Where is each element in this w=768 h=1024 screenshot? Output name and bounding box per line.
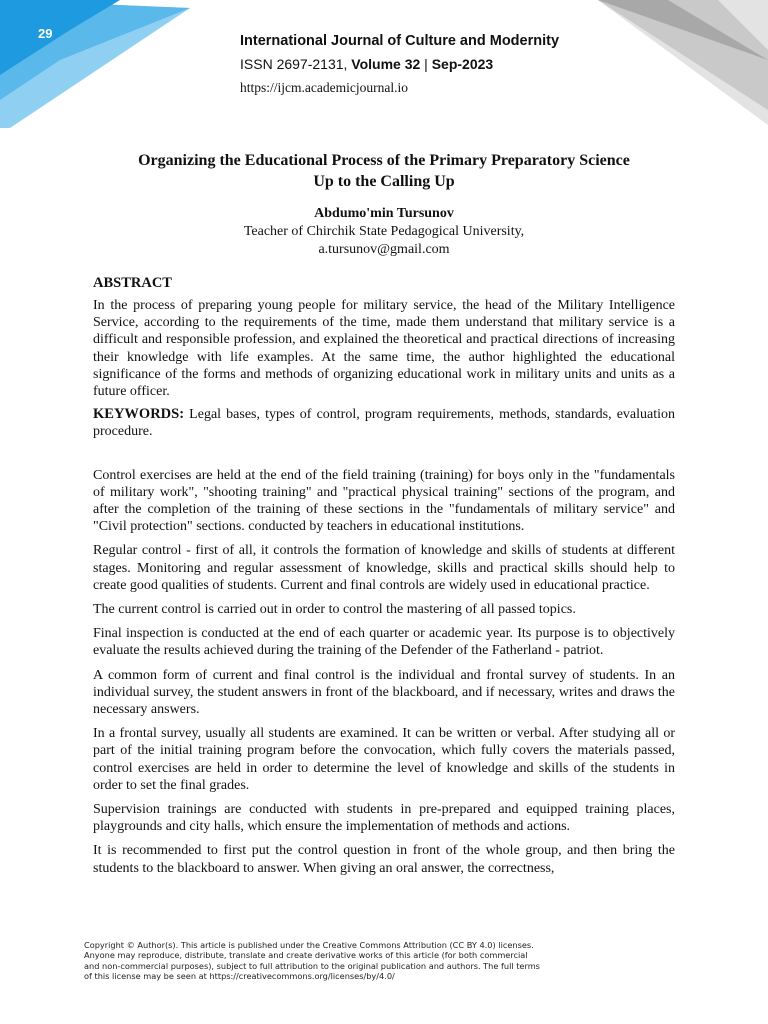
title-line-2: Up to the Calling Up [313, 173, 455, 190]
license-footer [84, 940, 644, 981]
title-line-1: Organizing the Educational Process of the Primary Preparatory Science [138, 152, 630, 169]
keywords-label: KEYWORDS: [93, 406, 185, 423]
issue-date: Sep-2023 [431, 56, 494, 72]
footer-line: of this license may be seen at https://creativecommons.org/licenses/by/4.0/ [84, 970, 395, 981]
body-paragraph: Regular control - first of all, it controls the formation of knowledge and skills of students at different stages. Monitoring and regular assessment of knowledge, skills and practical skills should help to create good qualities of students. Current and final controls are widely used in educational practice. [93, 543, 675, 593]
journal-issn-line [240, 54, 559, 74]
body-paragraph: It is recommended to first put the control question in front of the whole group, and then bring the students to the blackboard to answer. When giving an oral answer, the correctness, [93, 843, 675, 876]
volume: Volume 32 [351, 56, 421, 72]
abstract-text: In the process of preparing young people for military service, the head of the Military Intelligence Service, according to the requirements of the time, made them understand that military service is a difficult and responsible profession, and explained the theoretical and practical directions of increasing their knowledge with life examples. At the same time, the author highlighted the educational significance of the forms and methods of organizing educational work in military units and units as a future officer. [93, 298, 675, 400]
journal-url[interactable]: https://ijcm.academicjournal.io [240, 80, 408, 95]
body-paragraph: In a frontal survey, usually all students are examined. It can be written or verbal. After studying all or part of the initial training program before the convocation, which fully covers the materials passed, control exercises are held in order to determine the level of knowledge and skills of the students in order to set the final grades. [93, 726, 675, 793]
body-paragraph: Control exercises are held at the end of the field training (training) for boys only in the "fundamentals of military work", "shooting training" and "practical physical training" sections of the program, and after the completion of the training of these sections in the "fundamentals of military service" and "Civil protection" sections. conducted by teachers in educational institutions. [93, 467, 675, 535]
author-affiliation: Teacher of Chirchik State Pedagogical University, [243, 224, 525, 239]
abstract-heading: ABSTRACT [93, 275, 172, 291]
article-content [93, 150, 675, 884]
journal-name: International Journal of Culture and Modernity [240, 33, 560, 49]
author-email[interactable]: a.tursunov@gmail.com [318, 242, 450, 257]
issn: ISSN 2697-2131, [240, 56, 352, 72]
body-paragraph: Final inspection is conducted at the end of each quarter or academic year. Its purpose is to objectively evaluate the results achieved during the training of the Defender of the Fatherland - patriot. [93, 626, 675, 659]
body-paragraph: The current control is carried out in order to control the mastering of all passed topics. [93, 602, 576, 618]
footer-line: Copyright © Author(s). This article is published under the Creative Commons Attribution (CC BY 4.0) licenses. [84, 940, 534, 950]
separator: | [420, 56, 432, 72]
author-name: Abdumo'min Tursunov [314, 206, 454, 221]
article-title [93, 150, 675, 192]
corner-decoration-blue [0, 0, 200, 130]
keywords-text: Legal bases, types of control, program requirements, methods, standards, evaluation procedure. [93, 407, 675, 440]
keywords [93, 406, 675, 440]
corner-decoration-gray [598, 0, 768, 130]
footer-line: and non-commercial purposes), subject to full attribution to the original publication and authors. The full terms [84, 960, 540, 971]
body-paragraph: Supervision trainings are conducted with students in pre-prepared and equipped training places, playgrounds and city halls, which ensure the implementation of methods and actions. [93, 802, 675, 835]
article-body [93, 467, 675, 877]
page-number: 29 [38, 26, 53, 41]
body-paragraph: A common form of current and final control is the individual and frontal survey of students. In an individual survey, the student answers in front of the blackboard, and if necessary, writes and draws the necessary answers. [93, 667, 675, 718]
journal-header [240, 31, 559, 98]
footer-line: Anyone may reproduce, distribute, translate and create derivative works of this article (for both commercial [84, 950, 528, 961]
